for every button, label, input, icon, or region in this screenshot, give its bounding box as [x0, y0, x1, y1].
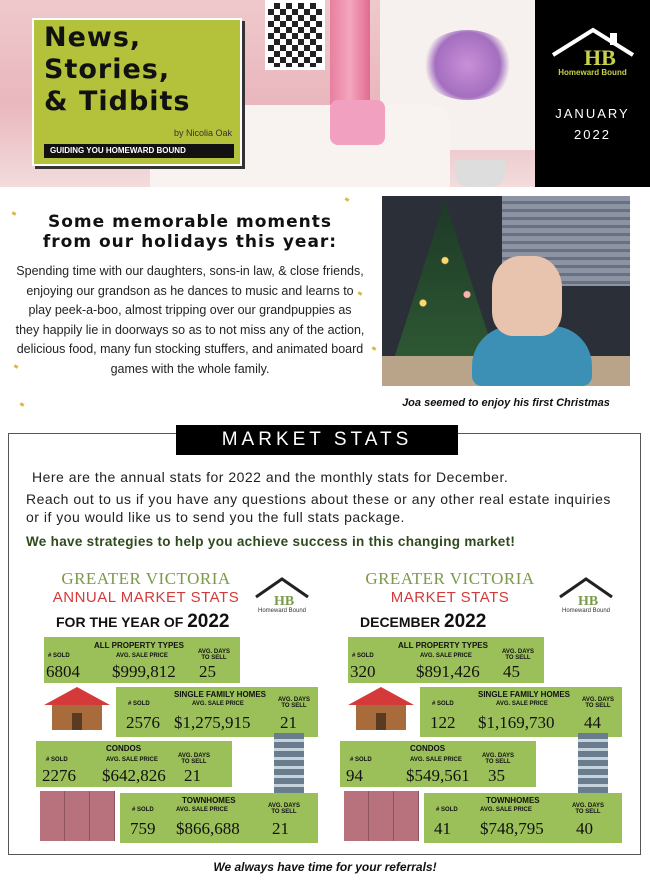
label-sold: # SOLD [48, 653, 70, 659]
value-days: 25 [199, 662, 216, 681]
card-period-year: 2022 [187, 611, 230, 632]
issue-month: JANUARY [555, 106, 630, 121]
value-sold: 2576 [126, 713, 160, 732]
single-family-house-icon [346, 685, 416, 730]
label-price: AVG. SALE PRICE [176, 807, 228, 813]
card-logo [556, 575, 616, 619]
plant-pot [455, 160, 505, 187]
value-price: $999,812 [112, 662, 176, 681]
label-days: AVG. DAYS TO SELL [571, 803, 604, 815]
stats-single-family [420, 687, 622, 737]
value-sold: 94 [346, 766, 363, 785]
label-price: AVG. SALE PRICE [192, 701, 244, 707]
stats-card-annual [36, 563, 318, 848]
card-period-year: 2022 [444, 611, 487, 632]
condo-tower-icon [274, 733, 304, 793]
issue-year: 2022 [574, 127, 611, 142]
svg-text:HB: HB [578, 594, 599, 609]
confetti [20, 402, 25, 407]
value-sold: 41 [434, 819, 451, 838]
memories-heading-line-2: from our holidays this year: [42, 232, 338, 252]
label-price: AVG. SALE PRICE [410, 757, 462, 763]
card-period [56, 611, 229, 633]
stats-heading: SINGLE FAMILY HOMES [478, 690, 571, 699]
value-price: $1,169,730 [478, 713, 555, 732]
townhouse-icon [344, 791, 419, 841]
card-period [360, 611, 486, 633]
label-days: AVG. DAYS TO SELL [197, 649, 230, 661]
market-strategy: We have strategies to help you achieve success in this changing market! [26, 534, 516, 549]
value-days: 21 [272, 819, 289, 838]
stats-card-december [340, 563, 622, 848]
stats-heading: TOWNHOMES [486, 796, 540, 805]
pillow [330, 100, 385, 145]
value-days: 40 [576, 819, 593, 838]
value-days: 44 [584, 713, 601, 732]
card-logo-text: Homeward Bound [257, 608, 307, 614]
title-line-1: News, [44, 22, 142, 53]
label-price: AVG. SALE PRICE [480, 807, 532, 813]
stats-heading: ALL PROPERTY TYPES [398, 641, 488, 650]
memories-heading [10, 212, 370, 252]
newsletter-title [44, 22, 191, 118]
value-price: $642,826 [102, 766, 166, 785]
card-city: GREATER VICTORIA [365, 569, 535, 588]
confetti [372, 346, 377, 351]
baby [492, 256, 562, 336]
label-price: AVG. SALE PRICE [420, 653, 472, 659]
byline: by Nicolia Oak [173, 128, 232, 138]
stats-townhomes [120, 793, 318, 843]
house-logo-icon [252, 575, 312, 609]
value-sold: 6804 [46, 662, 80, 681]
tagline: GUIDING YOU HOMEWARD BOUND [44, 144, 234, 158]
townhouse-icon [40, 791, 115, 841]
stats-all-types [340, 637, 622, 683]
newsletter-title-box [32, 18, 242, 166]
label-days: AVG. DAYS TO SELL [177, 753, 210, 765]
title-line-3: & Tidbits [44, 86, 191, 117]
card-period-label: DECEMBER [360, 614, 441, 630]
brand-panel [535, 0, 650, 187]
brand-logo-text: Homeward Bound [558, 68, 627, 77]
stats-all-types [36, 637, 318, 683]
label-sold: # SOLD [432, 701, 454, 707]
value-sold: 320 [350, 662, 376, 681]
photo-caption: Joa seemed to enjoy his first Christmas [402, 397, 610, 409]
stats-single-family [116, 687, 318, 737]
stats-condos [340, 741, 540, 787]
label-days: AVG. DAYS TO SELL [501, 649, 534, 661]
market-title: MARKET STATS [176, 425, 458, 455]
confetti [345, 197, 350, 202]
value-days: 21 [184, 766, 201, 785]
card-subtitle: MARKET STATS [390, 589, 510, 606]
value-sold: 2276 [42, 766, 76, 785]
label-price: AVG. SALE PRICE [106, 757, 158, 763]
value-price: $748,795 [480, 819, 544, 838]
value-price: $549,561 [406, 766, 470, 785]
value-sold: 759 [130, 819, 156, 838]
memories-heading-line-1: Some memorable moments [47, 212, 332, 232]
bonsai-tree [420, 30, 515, 100]
label-days: AVG. DAYS TO SELL [581, 697, 614, 709]
memories-body: Spending time with our daughters, sons-in law, & close friends, enjoying our grandson as he dances to music and learns to play peek-a-boo, almost tripping over our grandpuppies as they happily lie in doorways so as to not miss any of the action, delicious food, many fun stocking stuffers, and animated board games with the whole family. [15, 264, 365, 376]
label-price: AVG. SALE PRICE [496, 701, 548, 707]
market-intro-2: Reach out to us if you have any questions about these or any other real estate inquiries or if you would like us to send you the full stats package. [26, 491, 611, 525]
value-sold: 122 [430, 713, 456, 732]
label-sold: # SOLD [350, 757, 372, 763]
value-price: $891,426 [416, 662, 480, 681]
condo-tower-icon [578, 733, 608, 793]
label-sold: # SOLD [436, 807, 458, 813]
stats-heading: CONDOS [410, 744, 446, 753]
stats-condos [36, 741, 236, 787]
label-sold: # SOLD [352, 653, 374, 659]
stats-heading: SINGLE FAMILY HOMES [174, 690, 267, 699]
value-days: 45 [503, 662, 520, 681]
stats-heading: ALL PROPERTY TYPES [94, 641, 184, 650]
christmas-photo [382, 196, 630, 386]
stats-heading: CONDOS [106, 744, 142, 753]
svg-text:HB: HB [584, 45, 616, 70]
card-period-label: FOR THE YEAR OF [56, 614, 184, 630]
card-city: GREATER VICTORIA [61, 569, 231, 588]
title-line-2: Stories, [44, 54, 171, 85]
card-logo [252, 575, 312, 619]
value-price: $1,275,915 [174, 713, 251, 732]
footer-note: We always have time for your referrals! [213, 860, 437, 874]
value-price: $866,688 [176, 819, 240, 838]
house-logo-icon [556, 575, 616, 609]
card-logo-text: Homeward Bound [561, 608, 611, 614]
value-days: 35 [488, 766, 505, 785]
wall-art [265, 0, 325, 70]
label-sold: # SOLD [46, 757, 68, 763]
stats-heading: TOWNHOMES [182, 796, 236, 805]
label-sold: # SOLD [132, 807, 154, 813]
card-subtitle: ANNUAL MARKET STATS [52, 589, 240, 606]
label-days: AVG. DAYS TO SELL [277, 697, 310, 709]
market-intro-1: Here are the annual stats for 2022 and the monthly stats for December. [32, 469, 509, 485]
label-days: AVG. DAYS TO SELL [267, 803, 300, 815]
stats-townhomes [424, 793, 622, 843]
label-days: AVG. DAYS TO SELL [481, 753, 514, 765]
label-sold: # SOLD [128, 701, 150, 707]
value-days: 21 [280, 713, 297, 732]
label-price: AVG. SALE PRICE [116, 653, 168, 659]
svg-text:HB: HB [274, 594, 295, 609]
single-family-house-icon [42, 685, 112, 730]
